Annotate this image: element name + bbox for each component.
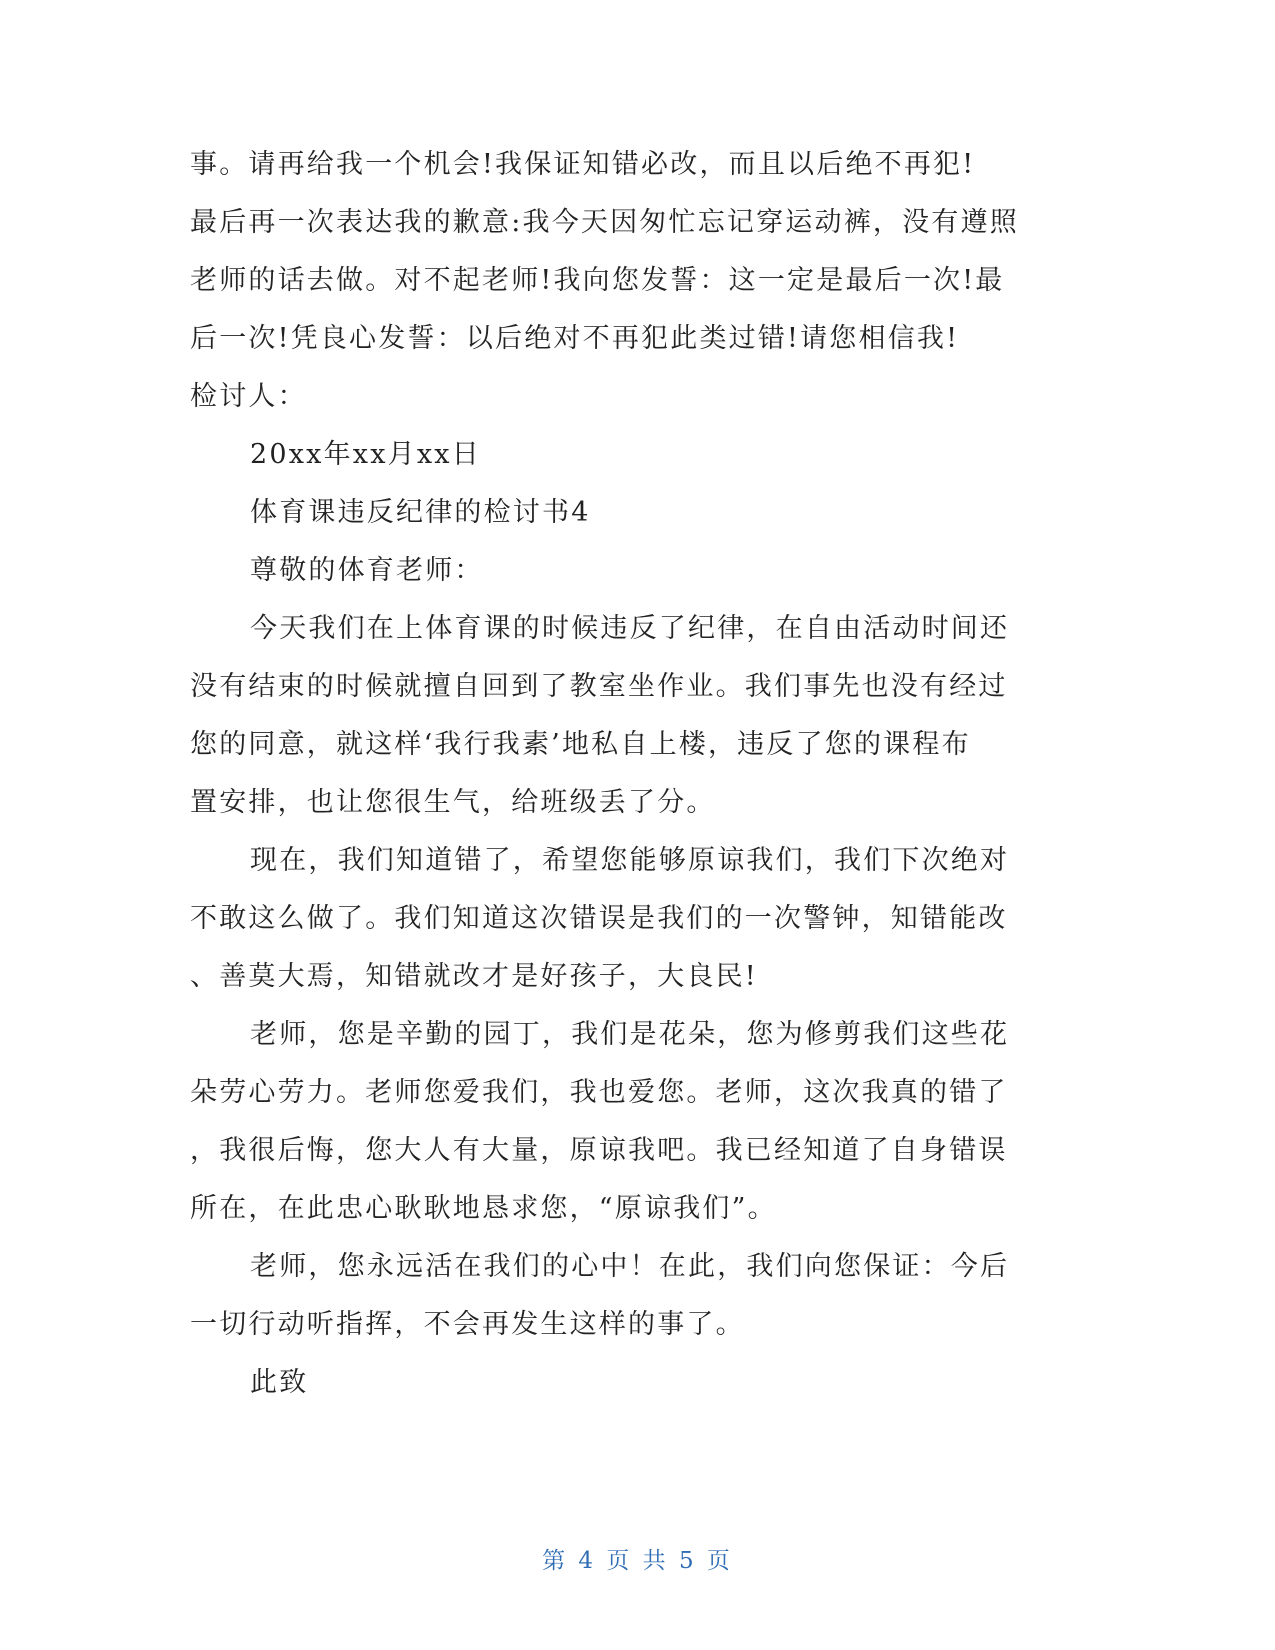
date-line: 20xx年xx月xx日 — [250, 439, 481, 470]
section-title: 体育课违反纪律的检讨书4 — [250, 497, 591, 528]
body-text-line: 现在，我们知道错了，希望您能够原谅我们，我们下次绝对 — [250, 845, 1010, 876]
page-number-footer: 第 4 页 共 5 页 — [542, 1548, 733, 1574]
body-text-line: 事。请再给我一个机会!我保证知错必改，而且以后绝不再犯! — [190, 149, 976, 180]
salutation: 尊敬的体育老师： — [250, 555, 484, 586]
body-text-line: 老师，您是辛勤的园丁，我们是花朵，您为修剪我们这些花 — [250, 1019, 1010, 1050]
body-text-line: 老师，您永远活在我们的心中！在此，我们向您保证：今后 — [250, 1251, 1010, 1282]
body-text-line: 所在，在此忠心耿耿地恳求您，“原谅我们”。 — [190, 1193, 777, 1224]
body-text-line: 朵劳心劳力。老师您爱我们，我也爱您。老师，这次我真的错了 — [190, 1077, 1008, 1108]
body-text-line: ，我很后悔，您大人有大量，原谅我吧。我已经知道了自身错误 — [190, 1135, 1008, 1166]
body-text-line: 最后再一次表达我的歉意:我今天因匆忙忘记穿运动裤，没有遵照 — [190, 207, 1019, 238]
body-text-line: 、善莫大焉，知错就改才是好孩子，大良民! — [190, 961, 758, 992]
body-text-line: 没有结束的时候就擅自回到了教室坐作业。我们事先也没有经过 — [190, 671, 1008, 702]
body-text-line: 一切行动听指挥，不会再发生这样的事了。 — [190, 1309, 745, 1340]
body-text-line: 今天我们在上体育课的时候违反了纪律，在自由活动时间还 — [250, 613, 1010, 644]
signature-label: 检讨人： — [190, 381, 307, 412]
body-text-line: 您的同意，就这样‘我行我素’地私自上楼，违反了您的课程布 — [190, 729, 971, 760]
body-text-line: 置安排，也让您很生气，给班级丢了分。 — [190, 787, 716, 818]
body-text-line: 老师的话去做。对不起老师!我向您发誓：这一定是最后一次!最 — [190, 265, 1005, 296]
body-text-line: 后一次!凭良心发誓：以后绝对不再犯此类过错!请您相信我! — [190, 323, 960, 354]
closing-line: 此致 — [250, 1367, 309, 1398]
body-text-line: 不敢这么做了。我们知道这次错误是我们的一次警钟，知错能改 — [190, 903, 1008, 934]
